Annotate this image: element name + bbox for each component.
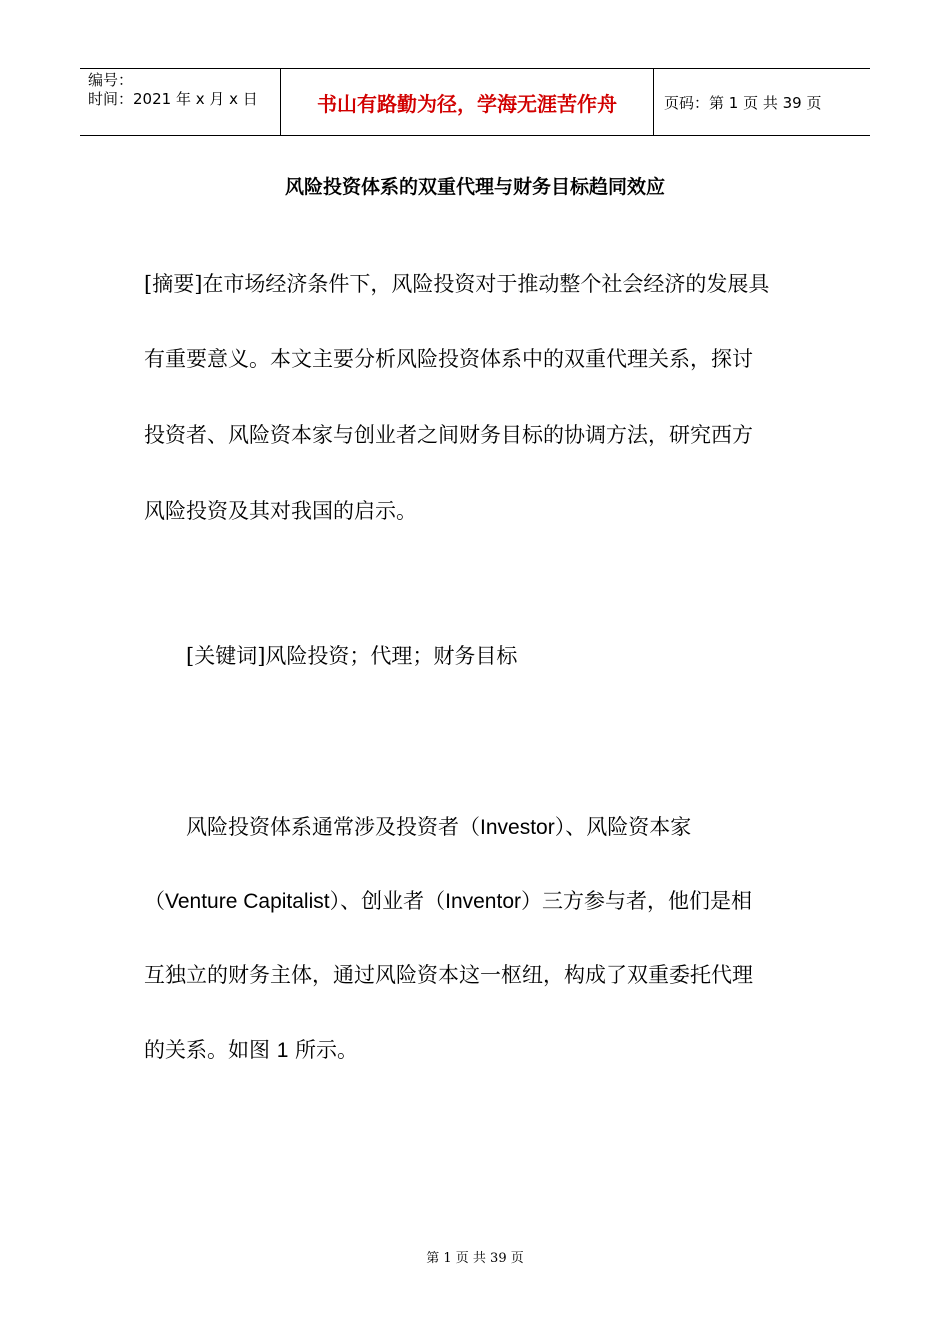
body-term-investor: Investor	[480, 816, 555, 839]
body-term-venture-capitalist: Venture Capitalist	[165, 890, 330, 913]
document-date: 时间：2021 年 x 月 x 日	[88, 90, 258, 108]
body-text: （	[144, 889, 165, 913]
abstract-line-1: [摘要]在市场经济条件下，风险投资对于推动整个社会经济的发展具	[144, 272, 770, 296]
header-page-code: 页码：第 1 页 共 39 页	[664, 93, 822, 112]
body-text: 的关系。如图	[144, 1038, 277, 1062]
body-line-2	[144, 889, 752, 914]
body-term-inventor: Inventor	[445, 890, 521, 913]
body-text: 风险投资体系通常涉及投资者（	[186, 815, 480, 839]
body-line-3: 互独立的财务主体，通过风险资本这一枢纽，构成了双重委托代理	[144, 963, 753, 987]
header-motto-cell	[281, 69, 654, 135]
body-line-4	[144, 1038, 358, 1063]
document-header	[80, 68, 870, 136]
document-title: 风险投资体系的双重代理与财务目标趋同效应	[284, 176, 665, 198]
keywords-line: [关键词]风险投资；代理；财务目标	[186, 644, 518, 668]
body-figure-number: 1	[276, 1039, 289, 1062]
header-page-cell	[654, 69, 870, 135]
body-text: 所示。	[288, 1038, 359, 1062]
page-footer: 第 1 页 共 39 页	[426, 1251, 524, 1266]
body-text: ）三方参与者，他们是相	[521, 889, 752, 913]
document-number-label: 编号：	[88, 71, 134, 89]
body-line-1	[186, 815, 691, 840]
header-meta-cell	[80, 69, 281, 135]
body-text: ）、创业者（	[329, 889, 446, 913]
body-text: ）、风险资本家	[554, 815, 692, 839]
header-motto: 书山有路勤为径，学海无涯苦作舟	[317, 91, 617, 116]
abstract-line-4: 风险投资及其对我国的启示。	[144, 499, 417, 523]
abstract-line-2: 有重要意义。本文主要分析风险投资体系中的双重代理关系，探讨	[144, 347, 753, 371]
abstract-line-3: 投资者、风险资本家与创业者之间财务目标的协调方法，研究西方	[144, 423, 753, 447]
